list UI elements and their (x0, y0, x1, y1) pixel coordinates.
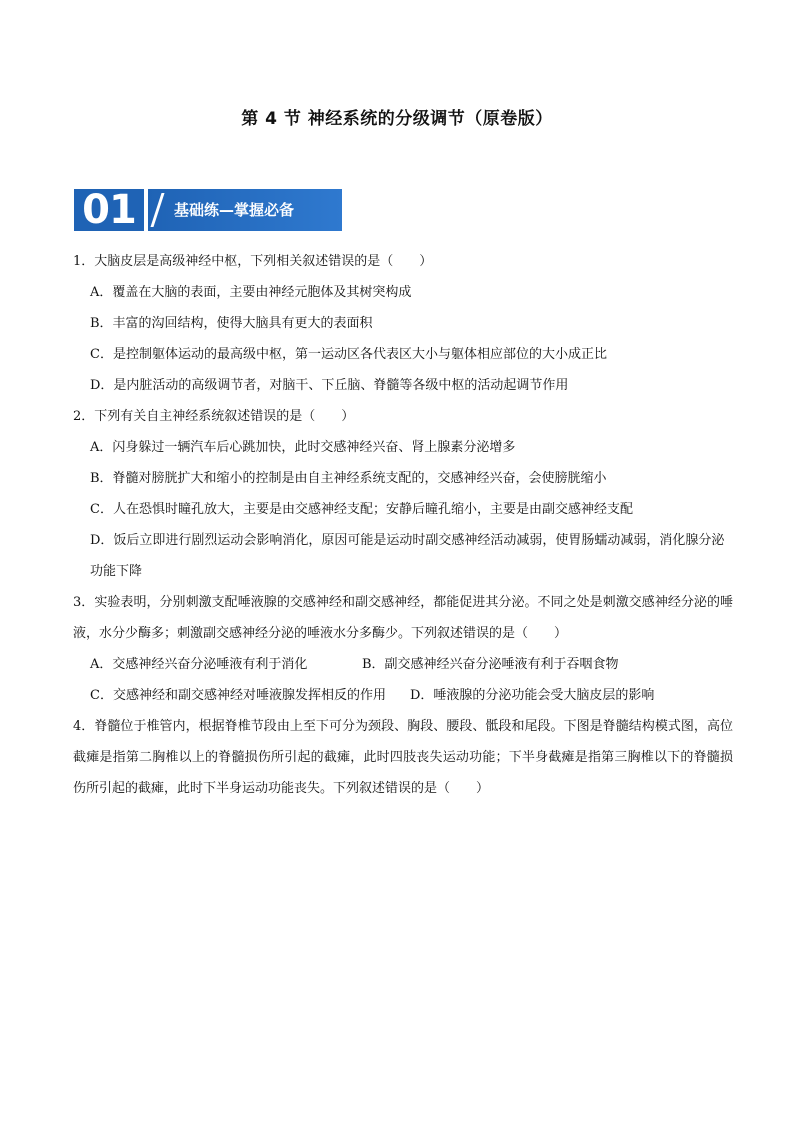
question-3-option-d: D．唾液腺的分泌功能会受大脑皮层的影响 (410, 688, 655, 703)
question-2-option-d: D．饭后立即进行剧烈运动会影响消化，原因可能是运动时副交感神经活动减弱，使胃肠蠕动减弱，消化腺分泌功能下降 (90, 533, 725, 579)
question-2-stem: 2．下列有关自主神经系统叙述错误的是（ ） (73, 409, 355, 424)
question-3-options-row-1 (73, 649, 733, 680)
question-3-option-b: B．副交感神经兴奋分泌唾液有利于吞咽食物 (362, 657, 619, 672)
page-title: 第 4 节 神经系统的分级调节（原卷版） (241, 109, 553, 129)
question-1-option-b: B．丰富的沟回结构，使得大脑具有更大的表面积 (90, 316, 373, 331)
question-list (73, 246, 733, 804)
question-3-options-row-2 (73, 680, 733, 711)
question-2-option-b: B．脊髓对膀胱扩大和缩小的控制是由自主神经系统支配的，交感神经兴奋，会使膀胱缩小 (90, 471, 607, 486)
question-1-option-c: C．是控制躯体运动的最高级中枢，第一运动区各代表区大小与躯体相应部位的大小成正比 (90, 347, 607, 362)
section-label: 基础练—掌握必备 (174, 201, 295, 219)
section-banner (74, 189, 342, 231)
question-1-option-d: D．是内脏活动的高级调节者，对脑干、下丘脑、脊髓等各级中枢的活动起调节作用 (90, 378, 569, 393)
question-1-stem: 1．大脑皮层是高级神经中枢，下列相关叙述错误的是（ ） (73, 254, 433, 269)
question-4-stem: 4．脊髓位于椎管内，根据脊椎节段由上至下可分为颈段、胸段、腰段、骶段和尾段。下图是脊髓结构模式图，高位截瘫是指第二胸椎以上的脊髓损伤所引起的截瘫，此时四肢丧失运动功能；下半身截瘫是指第三胸椎以下的脊髓损伤所引起的截瘫，此时下半身运动功能丧失。下列叙述错误的是（ ） (73, 719, 733, 796)
section-number: 01 (74, 189, 144, 231)
question-2-option-a: A．闪身躲过一辆汽车后心跳加快，此时交感神经兴奋、肾上腺素分泌增多 (90, 440, 516, 455)
question-1-option-a: A．覆盖在大脑的表面，主要由神经元胞体及其树突构成 (90, 285, 412, 300)
question-3-stem: 3．实验表明，分别刺激支配唾液腺的交感神经和副交感神经，都能促进其分泌。不同之处是刺激交感神经分泌的唾液，水分少酶多；刺激副交感神经分泌的唾液水分多酶少。下列叙述错误的是（ ） (73, 595, 733, 641)
question-2-option-c: C．人在恐惧时瞳孔放大，主要是由交感神经支配；安静后瞳孔缩小，主要是由副交感神经支配 (90, 502, 633, 517)
question-3-option-a: A．交感神经兴奋分泌唾液有利于消化 (90, 657, 308, 672)
question-3-option-c: C．交感神经和副交感神经对唾液腺发挥相反的作用 (90, 688, 386, 703)
